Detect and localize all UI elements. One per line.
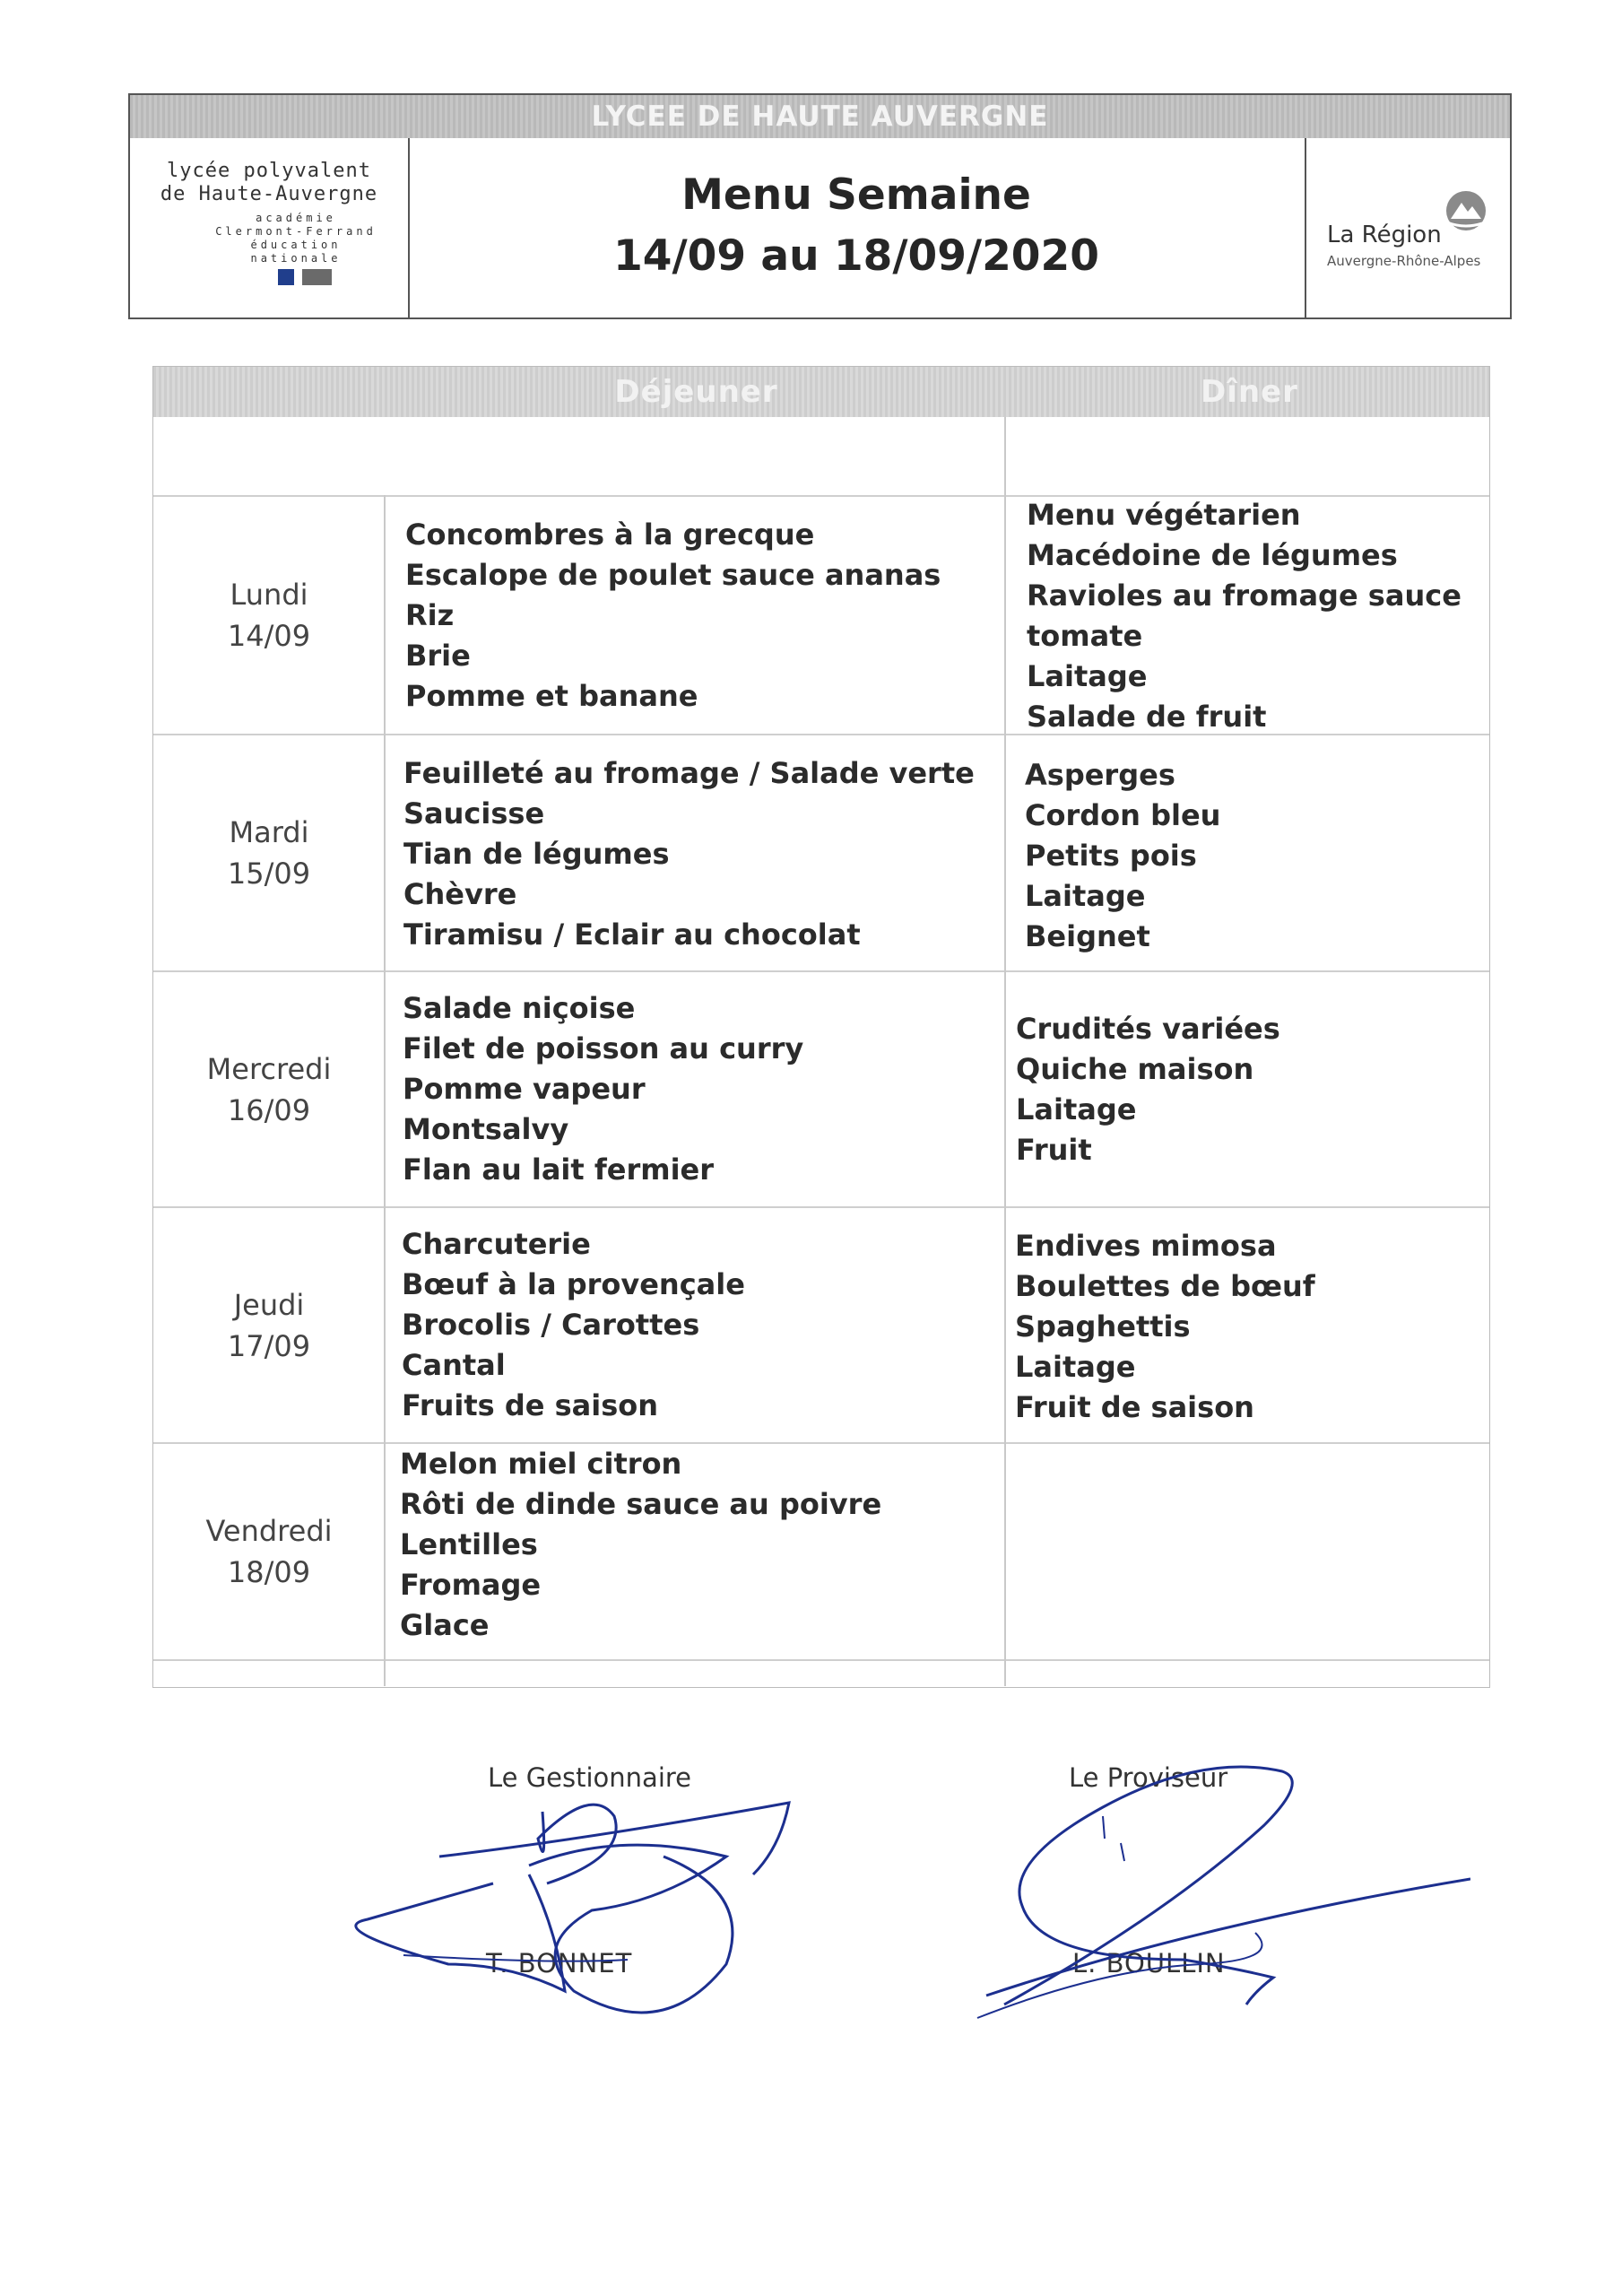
dish: Laitage (1016, 1092, 1137, 1126)
dish: Flan au lait fermier (403, 1152, 715, 1187)
dish: Montsalvy (403, 1112, 569, 1146)
logo-line-4: Clermont-Ferrand (215, 225, 377, 238)
dish: Concombres à la grecque (405, 517, 815, 552)
column-divider-meal (1004, 417, 1006, 1686)
header-divider-right (1305, 138, 1306, 319)
day-name: Lundi (230, 578, 308, 612)
dish: Asperges (1025, 758, 1175, 792)
dish: Brocolis / Carottes (402, 1308, 700, 1342)
day-cell-thursday (153, 1208, 385, 1442)
dish: Tian de légumes (403, 837, 670, 871)
signature-name-principal: L. BOULLIN (1072, 1948, 1226, 1979)
day-date: 15/09 (227, 857, 311, 891)
dish: Cordon bleu (1025, 798, 1221, 832)
column-header-lunch: Déjeuner (614, 374, 778, 410)
dish: Filet de poisson au curry (403, 1031, 804, 1065)
dish: Lentilles (400, 1527, 538, 1561)
dish: Saucisse (403, 796, 545, 831)
lunch-list-monday (405, 515, 941, 717)
dish: Escalope de poulet sauce ananas (405, 558, 941, 592)
day-name: Mardi (229, 815, 309, 849)
day-name: Vendredi (205, 1514, 333, 1548)
dish: Melon miel citron (400, 1447, 682, 1481)
dish: Laitage (1027, 659, 1148, 693)
dish: Pomme et banane (405, 679, 698, 713)
dish: Rôti de dinde sauce au poivre (400, 1487, 882, 1521)
logo-line-5: éducation (250, 239, 342, 251)
dish: Boulettes de bœuf (1015, 1269, 1315, 1303)
marianne-flag-icon (278, 269, 332, 285)
region-mountain-icon (1444, 188, 1488, 233)
dish: Fruits de saison (402, 1388, 658, 1422)
day-name: Mercredi (206, 1051, 332, 1086)
date-range: 14/09 au 18/09/2020 (613, 231, 1099, 281)
day-date: 16/09 (227, 1092, 311, 1127)
school-logo (134, 160, 403, 285)
school-name-band: LYCEE DE HAUTE AUVERGNE (130, 95, 1510, 138)
dish: Menu végétarien (1027, 498, 1301, 532)
dish: Beignet (1025, 919, 1150, 953)
day-cell-friday (153, 1444, 385, 1659)
page-title: Menu Semaine (681, 170, 1031, 220)
dish: Salade niçoise (403, 991, 636, 1025)
lunch-list-wednesday (403, 988, 803, 1190)
signature-label-principal: Le Proviseur (1069, 1762, 1228, 1793)
lunch-list-thursday (402, 1224, 745, 1426)
dish: Pomme vapeur (403, 1072, 646, 1106)
dish: Riz (405, 598, 455, 632)
dish: Chèvre (403, 877, 517, 911)
dish: Charcuterie (402, 1227, 591, 1261)
principal-signature-scribble (968, 1753, 1470, 2040)
logo-line-1: lycée polyvalent (167, 160, 371, 182)
day-cell-wednesday (153, 972, 385, 1206)
dish: Endives mimosa (1015, 1229, 1277, 1263)
dish: tomate (1027, 619, 1143, 653)
region-name: La Région (1327, 222, 1442, 248)
lunch-list-tuesday (403, 753, 975, 955)
dish: Fruit (1016, 1133, 1092, 1167)
column-header-dinner: Dîner (1201, 374, 1298, 410)
day-cell-tuesday (153, 735, 385, 970)
header-divider-left (408, 138, 410, 319)
logo-line-3: académie (256, 212, 336, 224)
signature-label-manager: Le Gestionnaire (488, 1762, 692, 1793)
day-cell-monday (153, 497, 385, 734)
dish: Cantal (402, 1348, 506, 1382)
logo-line-6: nationale (250, 252, 342, 265)
dinner-list-monday (1027, 495, 1462, 737)
dinner-list-wednesday (1016, 1009, 1280, 1170)
dish: Laitage (1025, 879, 1146, 913)
lunch-list-friday (400, 1444, 881, 1646)
dish: Macédoine de légumes (1027, 538, 1398, 572)
dish: Ravioles au fromage sauce (1027, 578, 1462, 613)
dish: Glace (400, 1608, 490, 1642)
dish: Brie (405, 639, 471, 673)
dinner-list-thursday (1015, 1226, 1315, 1428)
dish: Quiche maison (1016, 1052, 1254, 1086)
day-name: Jeudi (233, 1287, 305, 1322)
signature-name-manager: T. BONNET (486, 1948, 633, 1979)
dish: Salade de fruit (1027, 700, 1267, 734)
logo-line-2: de Haute-Auvergne (160, 183, 378, 205)
dish: Fromage (400, 1568, 542, 1602)
day-date: 17/09 (227, 1328, 311, 1363)
dish: Tiramisu / Eclair au chocolat (403, 918, 861, 952)
day-date: 18/09 (227, 1555, 311, 1589)
dish: Feuilleté au fromage / Salade verte (403, 756, 975, 790)
dinner-list-tuesday (1025, 755, 1220, 957)
dish: Bœuf à la provençale (402, 1267, 745, 1301)
dish: Crudités variées (1016, 1012, 1280, 1046)
dish: Fruit de saison (1015, 1390, 1254, 1424)
dish: Spaghettis (1015, 1309, 1191, 1344)
manager-signature-scribble (323, 1776, 807, 2036)
row-divider (153, 1659, 1489, 1661)
day-date: 14/09 (227, 619, 311, 653)
dish: Laitage (1015, 1350, 1136, 1384)
region-subtitle: Auvergne-Rhône-Alpes (1327, 253, 1481, 269)
dish: Petits pois (1025, 839, 1197, 873)
